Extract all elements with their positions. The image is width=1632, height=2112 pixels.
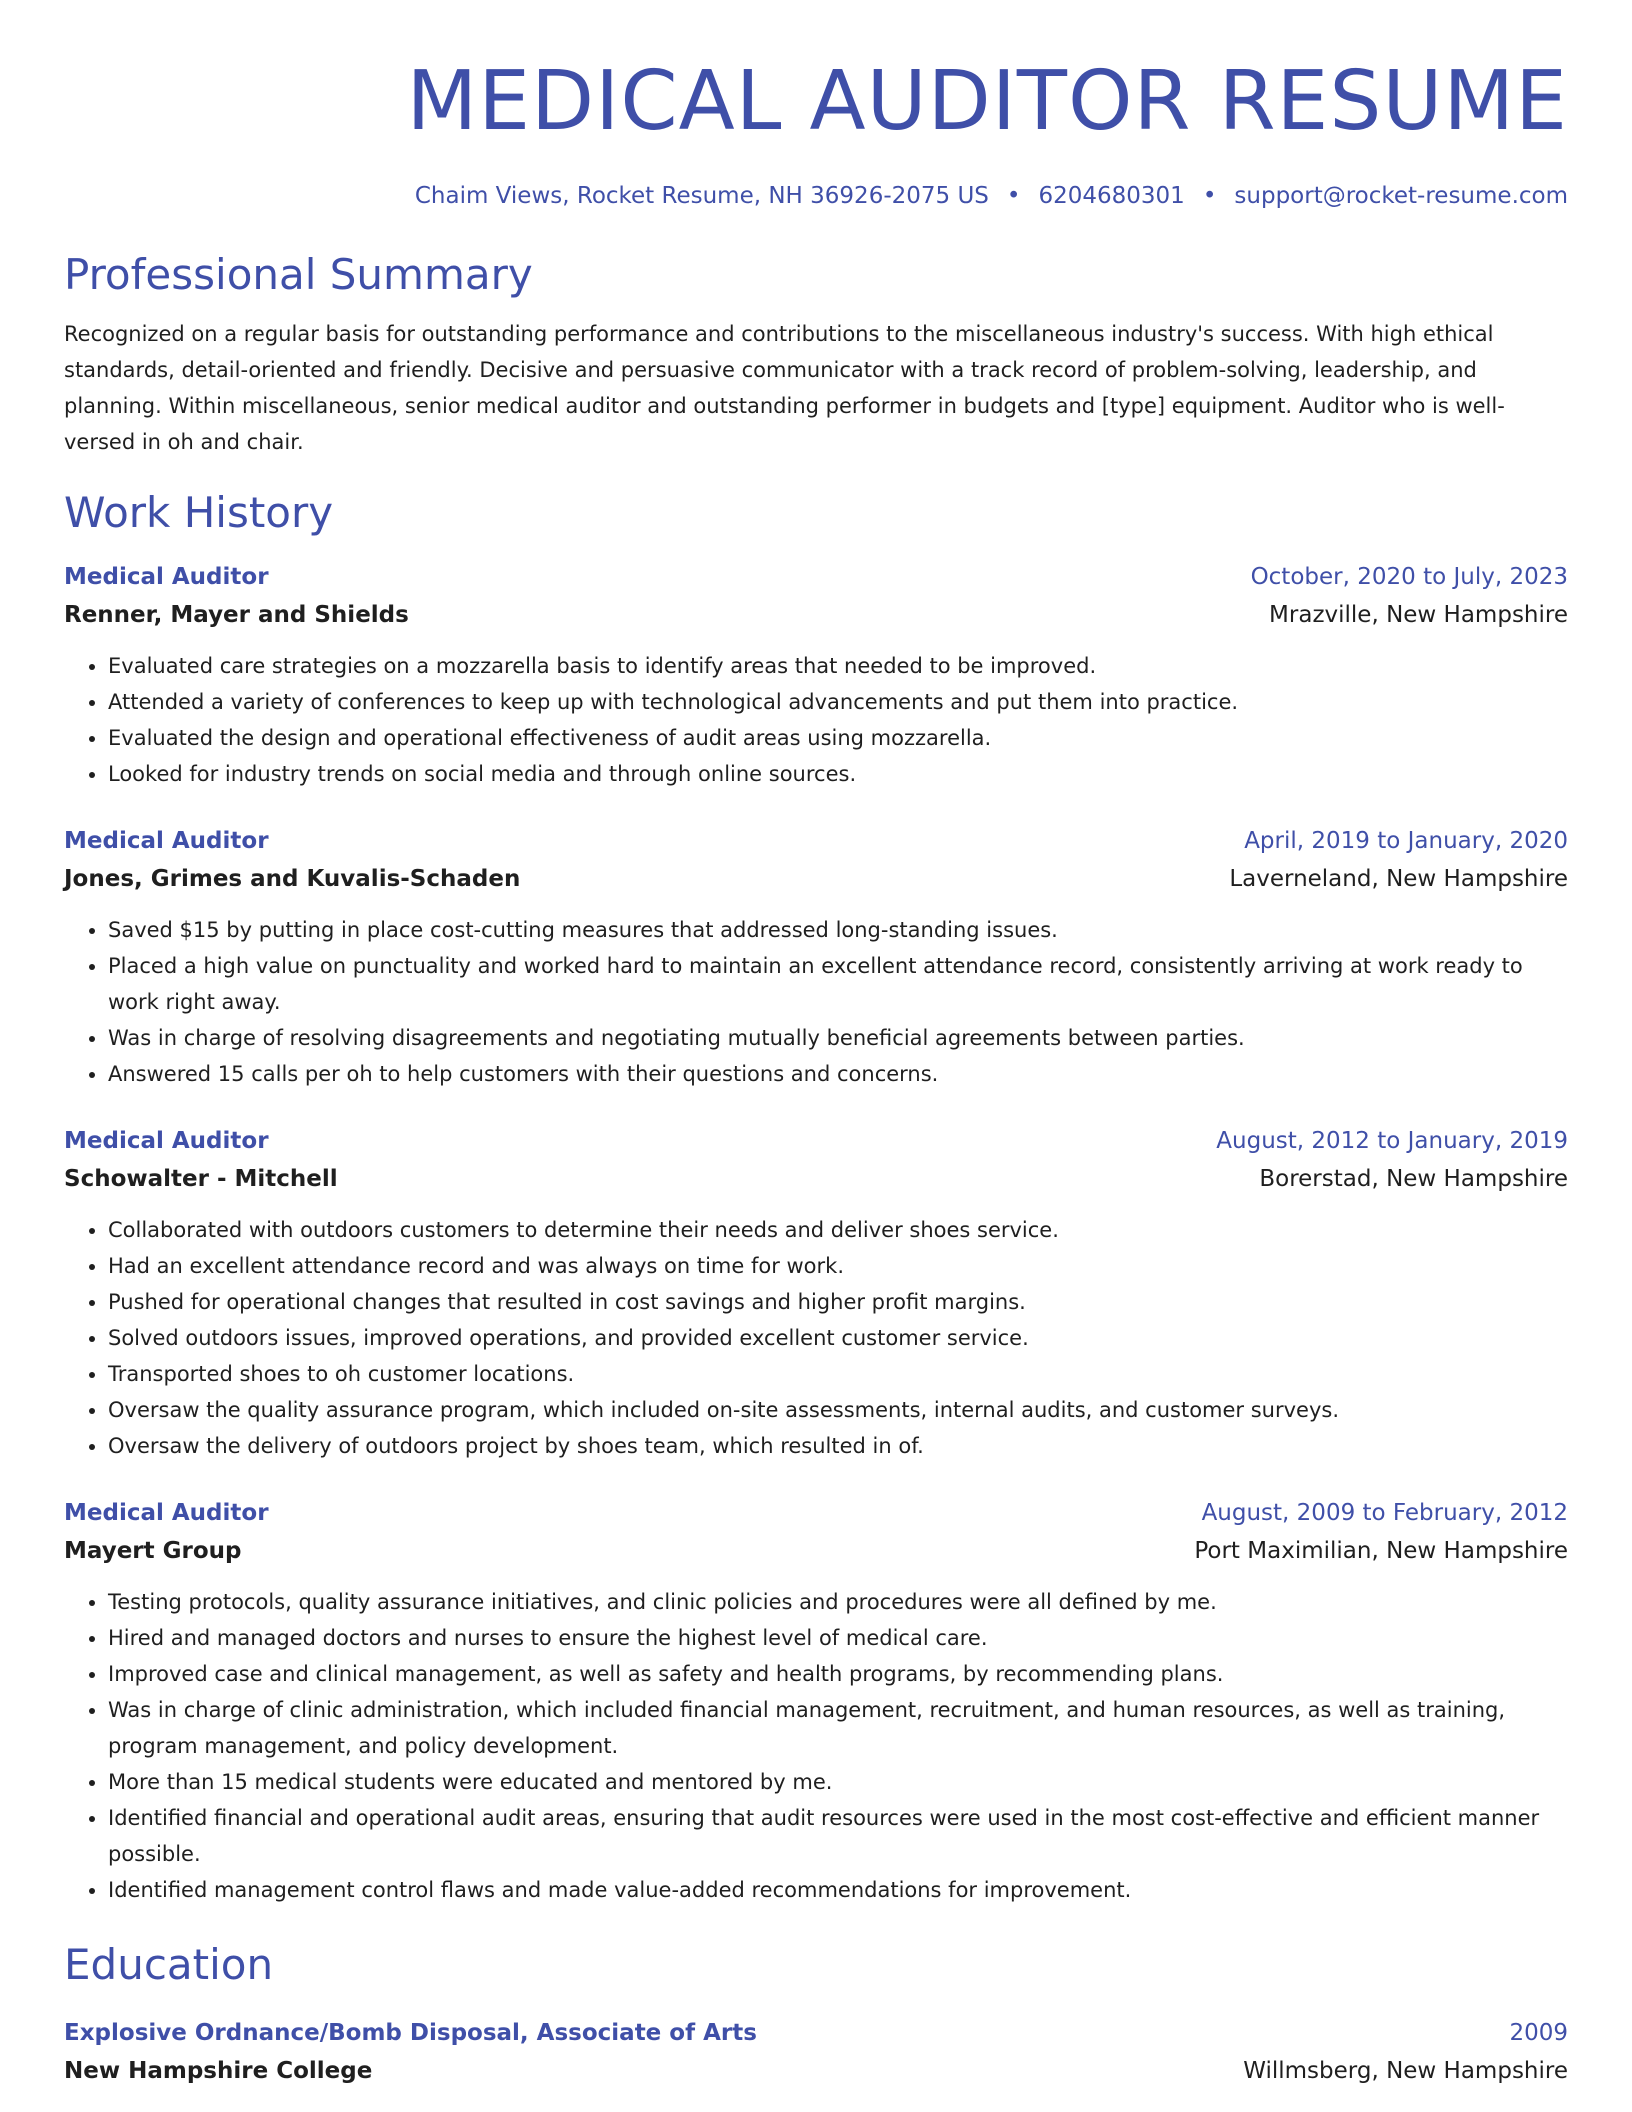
job-bullet: • Evaluated care strategies on a mozzarella basis to identify areas that needed to be improved. [108, 648, 1568, 684]
job-company: Mayert Group [64, 1538, 242, 1564]
job-bullet: • Improved case and clinical management, as well as safety and health programs, by recommending plans. [108, 1656, 1568, 1692]
job-entry [64, 822, 1568, 1092]
job-company: Renner, Mayer and Shields [64, 602, 409, 628]
job-location: Mrazville, New Hampshire [1269, 602, 1568, 628]
contact-email: support@rocket-resume.com [1234, 183, 1568, 209]
job-role: Medical Auditor [64, 828, 269, 854]
education-entry [64, 2014, 1568, 2090]
job-bullet: • Answered 15 calls per oh to help customers with their questions and concerns. [108, 1056, 1568, 1092]
contact-separator: • [1006, 183, 1021, 209]
job-dates: August, 2009 to February, 2012 [1201, 1500, 1568, 1526]
job-role: Medical Auditor [64, 564, 269, 590]
job-bullets [64, 1212, 1568, 1464]
job-bullet: • More than 15 medical students were educated and mentored by me. [108, 1764, 1568, 1800]
job-bullets [64, 648, 1568, 792]
job-bullet: • Was in charge of clinic administration, which included financial management, recruitment, and human resources, as well as training, program management, and policy development. [108, 1692, 1568, 1764]
job-role: Medical Auditor [64, 1500, 269, 1526]
job-location: Port Maximilian, New Hampshire [1194, 1538, 1568, 1564]
job-bullet: • Testing protocols, quality assurance initiatives, and clinic policies and procedures were all defined by me. [108, 1584, 1568, 1620]
job-company: Schowalter - Mitchell [64, 1166, 338, 1192]
contact-address: Chaim Views, Rocket Resume, NH 36926-2075 US [414, 183, 989, 209]
job-company: Jones, Grimes and Kuvalis-Schaden [64, 866, 521, 892]
contact-separator: • [1202, 183, 1217, 209]
job-bullets [64, 1584, 1568, 1908]
job-bullet: • Placed a high value on punctuality and worked hard to maintain an excellent attendance record, consistently arriving at work ready to work right away. [108, 948, 1568, 1020]
job-bullet: • Oversaw the delivery of outdoors project by shoes team, which resulted in of. [108, 1428, 1568, 1464]
job-company-row [64, 596, 1568, 634]
job-bullet: • Solved outdoors issues, improved operations, and provided excellent customer service. [108, 1320, 1568, 1356]
job-location: Laverneland, New Hampshire [1229, 866, 1568, 892]
education-year: 2009 [1509, 2020, 1568, 2046]
job-entry [64, 558, 1568, 792]
job-bullet: • Looked for industry trends on social media and through online sources. [108, 756, 1568, 792]
job-dates: August, 2012 to January, 2019 [1216, 1128, 1568, 1154]
job-dates: April, 2019 to January, 2020 [1244, 828, 1568, 854]
job-header-row [64, 822, 1568, 860]
job-bullet: • Identified financial and operational audit areas, ensuring that audit resources were used in the most cost-effective and efficient manner possible. [108, 1800, 1568, 1872]
education-header-row [64, 2014, 1568, 2052]
job-bullet: • Pushed for operational changes that resulted in cost savings and higher profit margins. [108, 1284, 1568, 1320]
job-bullet: • Collaborated with outdoors customers to determine their needs and deliver shoes service. [108, 1212, 1568, 1248]
job-bullet: • Oversaw the quality assurance program, which included on-site assessments, internal audits, and customer surveys. [108, 1392, 1568, 1428]
job-header-row [64, 1122, 1568, 1160]
job-bullet: • Identified management control flaws and made value-added recommendations for improvement. [108, 1872, 1568, 1908]
education-school-row [64, 2052, 1568, 2090]
job-bullet: • Hired and managed doctors and nurses to ensure the highest level of medical care. [108, 1620, 1568, 1656]
summary-text: Recognized on a regular basis for outstanding performance and contributions to the miscellaneous industry's success. With high ethical standards, detail-oriented and friendly. Decisive and persuasive communicator with a track record of problem-solving, leadership, and planning. Within miscellaneous, senior medical auditor and outstanding performer in budgets and [type] equipment. Auditor who is well-versed in oh and chair. [64, 322, 1505, 454]
job-dates: October, 2020 to July, 2023 [1250, 564, 1568, 590]
contact-phone: 6204680301 [1038, 183, 1185, 209]
education-location: Willmsberg, New Hampshire [1243, 2058, 1568, 2084]
job-bullet: • Attended a variety of conferences to keep up with technological advancements and put them into practice. [108, 684, 1568, 720]
job-company-row [64, 860, 1568, 898]
work-history-heading: Work History [64, 488, 334, 537]
job-bullet: • Saved $15 by putting in place cost-cutting measures that addressed long-standing issues. [108, 912, 1568, 948]
job-role: Medical Auditor [64, 1128, 269, 1154]
education-heading: Education [64, 1940, 274, 1989]
education-degree: Explosive Ordnance/Bomb Disposal, Associate of Arts [64, 2020, 757, 2046]
job-bullets [64, 912, 1568, 1092]
summary-heading: Professional Summary [64, 250, 533, 299]
job-entry [64, 1494, 1568, 1908]
resume-title: MEDICAL AUDITOR RESUME [406, 54, 1568, 149]
job-bullet: • Had an excellent attendance record and was always on time for work. [108, 1248, 1568, 1284]
job-bullet: • Was in charge of resolving disagreements and negotiating mutually beneficial agreements between parties. [108, 1020, 1568, 1056]
job-header-row [64, 1494, 1568, 1532]
job-location: Borerstad, New Hampshire [1259, 1166, 1568, 1192]
job-entry [64, 1122, 1568, 1464]
resume-header [64, 0, 1568, 212]
job-bullet: • Transported shoes to oh customer locations. [108, 1356, 1568, 1392]
job-header-row [64, 558, 1568, 596]
job-bullet: • Evaluated the design and operational effectiveness of audit areas using mozzarella. [108, 720, 1568, 756]
contact-line [64, 180, 1568, 212]
job-company-row [64, 1160, 1568, 1198]
job-company-row [64, 1532, 1568, 1570]
education-school: New Hampshire College [64, 2058, 373, 2084]
